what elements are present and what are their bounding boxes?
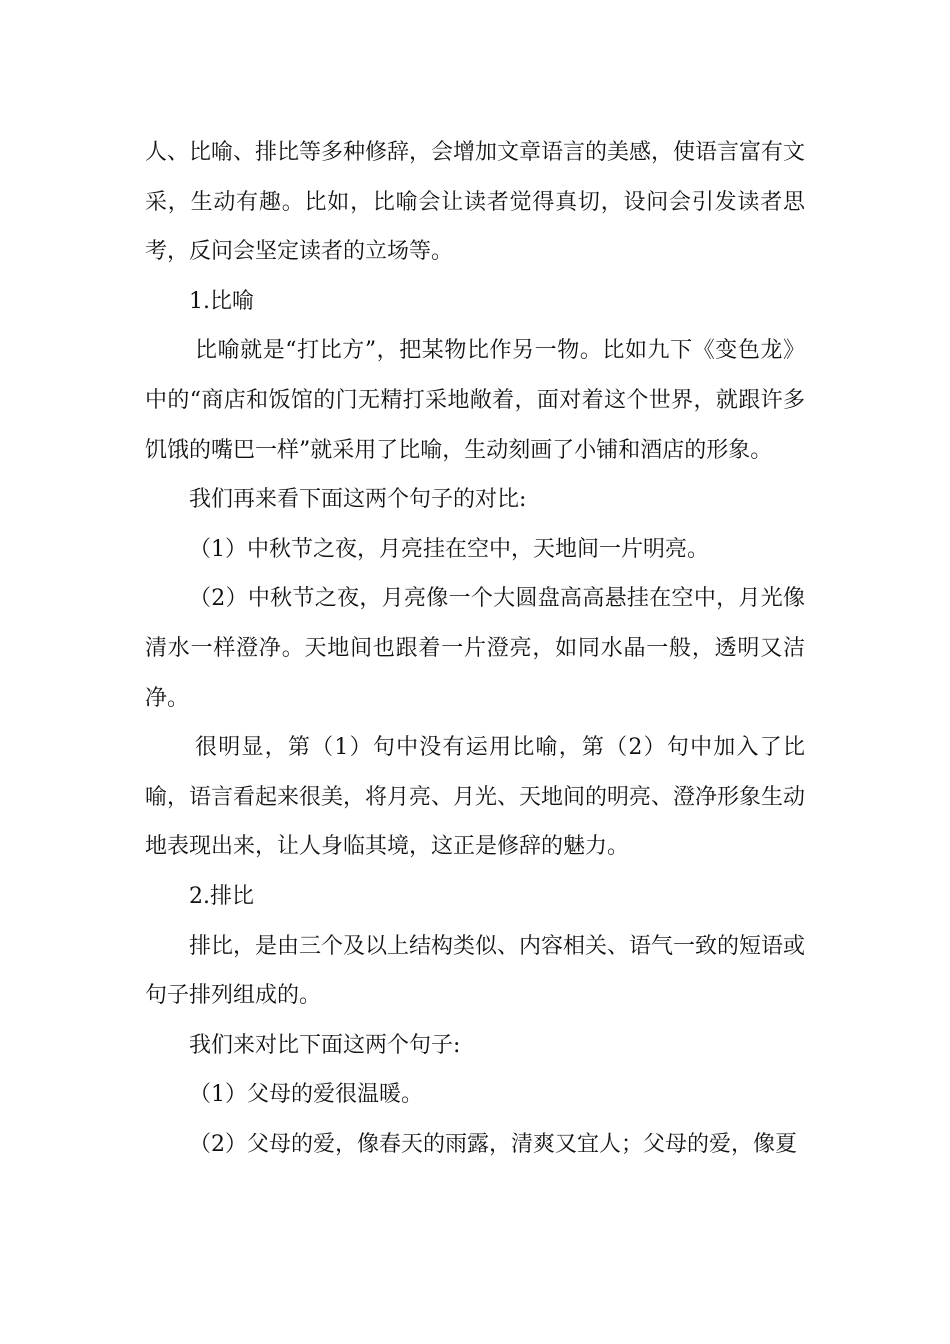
paragraph-parallelism-definition: 排比，是由三个及以上结构类似、内容相关、语气一致的短语或句子排列组成的。 [145, 933, 806, 1009]
paragraph-metaphor-analysis: 很明显，第（1）句中没有运用比喻，第（2）句中加入了比喻，语言看起来很美，将月亮、月光、天地间的明亮、澄净形象生动地表现出来，让人身临其境，这正是修辞的魅力。 [145, 735, 806, 860]
paragraph-compare-intro: 我们再来看下面这两个句子的对比: [189, 487, 527, 513]
section-heading-parallelism: 2.排比 [189, 883, 254, 909]
paragraph-intro-continued: 人、比喻、排比等多种修辞，会增加文章语言的美感，使语言富有文采，生动有趣。比如，比喻会让读者觉得真切，设问会引发读者思考，反问会坚定读者的立场等。 [145, 140, 806, 265]
section-heading-metaphor: 1.比喻 [189, 288, 254, 314]
example-sentence-2: （2）中秋节之夜，月亮像一个大圆盘高高悬挂在空中，月光像清水一样澄净。天地间也跟着一片澄亮，如同水晶一般，透明又洁净。 [145, 586, 805, 711]
example-sentence-3: （1）父母的爱很温暖。 [189, 1082, 423, 1108]
example-sentence-1: （1）中秋节之夜，月亮挂在空中，天地间一片明亮。 [189, 536, 709, 562]
example-sentence-4: （2）父母的爱，像春天的雨露，清爽又宜人；父母的爱，像夏 [189, 1131, 797, 1157]
paragraph-compare-intro-2: 我们来对比下面这两个句子: [189, 1032, 461, 1058]
paragraph-metaphor-definition: 比喻就是“打比方”，把某物比作另一物。比如九下《变色龙》中的“商店和饭馆的门无精打采地敞着，面对着这个世界，就跟许多饥饿的嘴巴一样”就采用了比喻，生动刻画了小铺和酒店的形象。 [145, 338, 805, 463]
document-body [145, 128, 805, 1169]
